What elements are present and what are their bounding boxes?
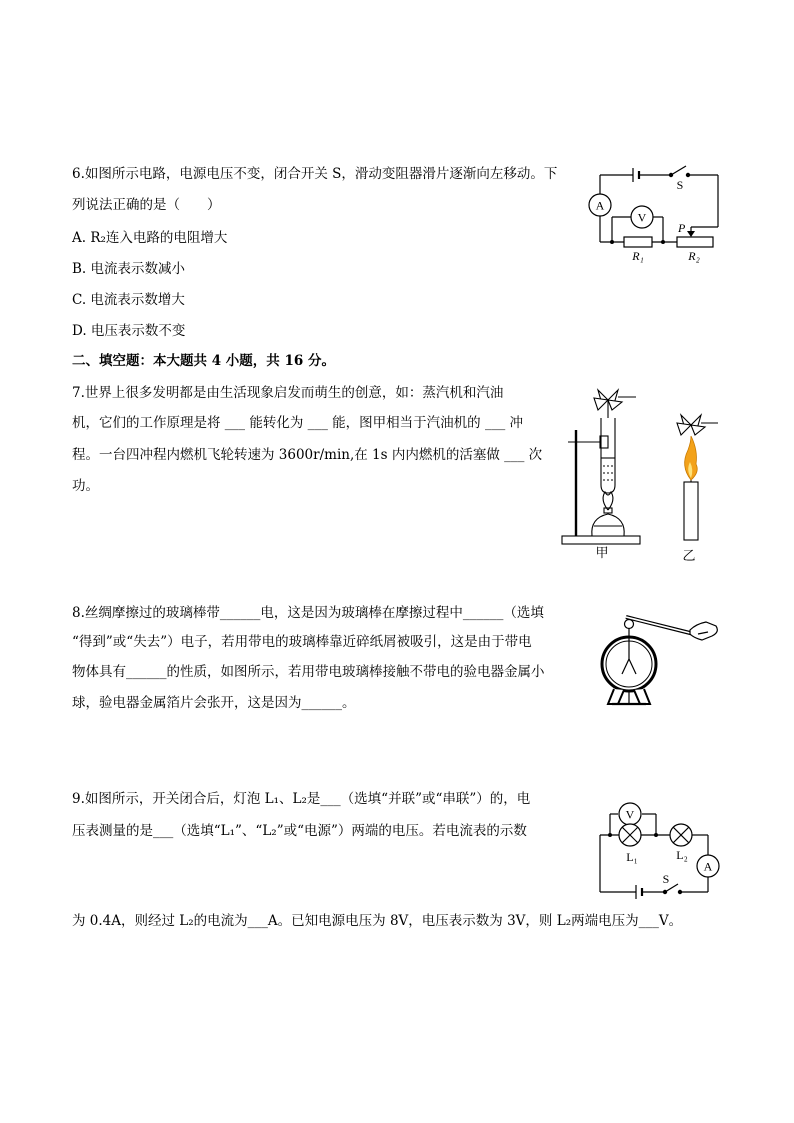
q6-circuit-diagram	[582, 160, 732, 270]
q9-line3: 为 0.4A，则经过 L₂的电流为___A。已知电源电压为 8V，电压表示数为 3V，则 L₂两端电压为___V。	[72, 913, 683, 929]
l2-label: L₂	[676, 848, 688, 862]
q8-line3: 物体具有______的性质，如图所示，若用带电玻璃棒接触不带电的验电器金属小	[72, 664, 545, 680]
switch-label: S	[676, 178, 684, 192]
section-heading: 二、填空题：本大题共 4 小题，共 16 分。	[72, 353, 335, 369]
q7-line2: 机，它们的工作原理是将 ___ 能转化为 ___ 能，图甲相当于汽油机的 ___ 冲	[72, 415, 523, 431]
q8-line4: 球，验电器金属箔片会张开，这是因为______。	[72, 695, 356, 711]
q6-stem-line2: 列说法正确的是（ ）	[72, 197, 221, 213]
q8-electroscope-figure	[598, 604, 724, 720]
alcohol-lamp	[592, 514, 624, 536]
stand-base	[562, 536, 640, 544]
q6-option-d: D. 电压表示数不变	[72, 323, 186, 339]
q6-option-c: C. 电流表示数增大	[72, 292, 185, 308]
q7-line4: 功。	[72, 478, 99, 494]
q9-circuit-diagram	[596, 792, 726, 898]
q9-line1: 9.如图所示，开关闭合后，灯泡 L₁、L₂是___（选填“并联”或“串联”）的，电	[72, 791, 531, 807]
ammeter-label: A	[703, 859, 713, 874]
r2-label: R₂	[688, 249, 700, 263]
slider-label: P	[678, 221, 686, 235]
voltmeter-label: V	[637, 210, 647, 225]
q7-line1: 7.世界上很多发明都是由生活现象启发而萌生的创意，如：蒸汽机和汽油	[72, 385, 504, 401]
test-tube	[601, 418, 615, 493]
l1-label: L₁	[626, 850, 638, 864]
q6-option-b: B. 电流表示数减小	[72, 261, 186, 277]
slider-arrow-icon	[687, 231, 695, 237]
candle	[684, 482, 698, 540]
q6-option-a: A. R₂连入电路的电阻增大	[72, 230, 228, 246]
lamp-l2-icon	[670, 824, 692, 846]
q6-stem-line1: 6.如图所示电路，电源电压不变，闭合开关 S，滑动变阻器滑片逐渐向左移动。下	[72, 166, 558, 182]
q7-line3: 程。一台四冲程内燃机飞轮转速为 3600r/min,在 1s 内内燃机的活塞做 ___ 次	[72, 447, 543, 463]
voltmeter-label: V	[625, 807, 635, 822]
switch-lever	[671, 166, 686, 175]
ammeter-label: A	[595, 198, 605, 213]
label-yi: 乙	[682, 548, 696, 563]
hand-icon	[690, 622, 717, 640]
label-jia: 甲	[595, 545, 609, 560]
r1-label: R₁	[632, 249, 644, 263]
q7-figure	[556, 380, 731, 563]
lamp-l1-icon	[619, 824, 641, 846]
q8-line1: 8.丝绸摩擦过的玻璃棒带______电，这是因为玻璃棒在摩擦过程中______（选填	[72, 605, 544, 621]
switch-label: S	[662, 872, 670, 886]
q8-line2: “得到”或“失去”）电子，若用带电的玻璃棒靠近碎纸屑被吸引，这是由于带电	[72, 634, 532, 650]
q9-line2: 压表测量的是___（选填“L₁”、“L₂”或“电源”）两端的电压。若电流表的示数	[72, 823, 527, 839]
